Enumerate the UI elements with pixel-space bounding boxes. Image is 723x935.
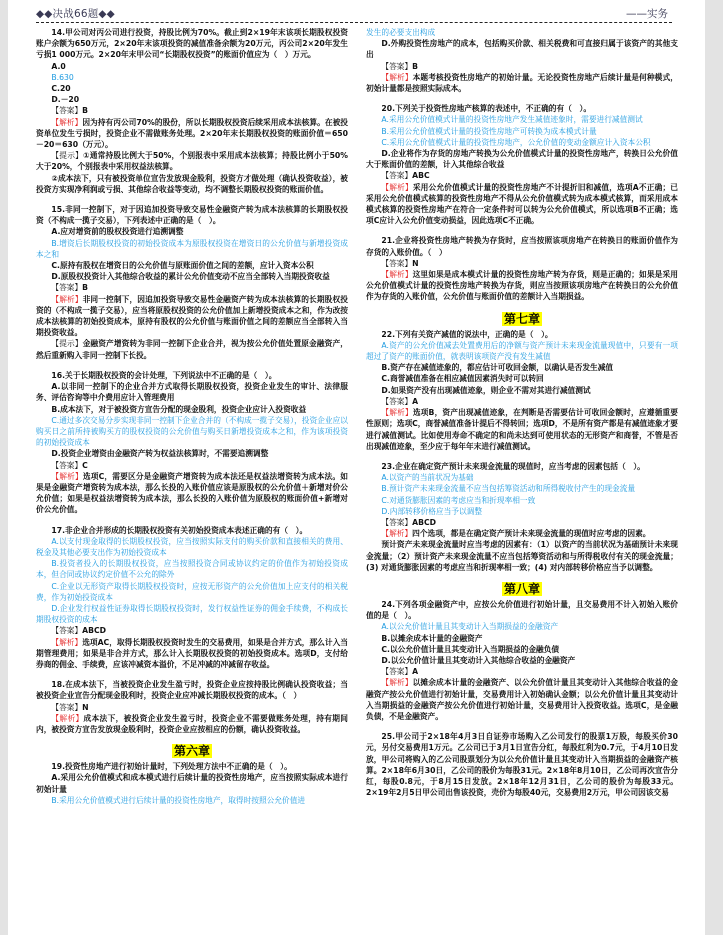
analysis-paragraph: [36, 294, 348, 339]
answer-line: [366, 258, 678, 269]
answer-value: A: [412, 396, 419, 406]
answer-value: B: [82, 106, 89, 116]
chapter-title: 第六章: [173, 744, 210, 759]
analysis-paragraph: [366, 182, 678, 227]
question-23: [366, 461, 678, 573]
question-24: [366, 599, 678, 722]
analysis-paragraph: [366, 269, 678, 303]
answer-tag: 【答案】: [381, 396, 413, 406]
question-stem: 19.投资性房地产进行初始计量时，下列处理方法中不正确的是（ ）。: [51, 762, 292, 772]
answer-value: N: [82, 702, 89, 712]
answer-value: C: [82, 460, 88, 470]
question-19: [36, 761, 348, 806]
hint-paragraph: [36, 338, 348, 360]
question-20: [366, 103, 678, 226]
question-stem: 17.非企业合并形成的长期股权投资有关初始投资成本表述正确的有（ ）。: [51, 525, 308, 535]
page-header: [36, 4, 672, 23]
analysis-paragraph: [36, 637, 348, 671]
question-stem: 24.下列各项金融资产中，应按公允价值进行初始计量，且交易费用不计入初始入账价值的是（ ）。: [366, 599, 678, 621]
analysis-tag: 【解析】: [51, 713, 84, 723]
analysis-tag: 【解析】: [51, 117, 83, 127]
chapter-heading-7: [366, 312, 678, 327]
option-c: C.商誉减值准备在相应减值因素消失时可以转回: [381, 374, 544, 384]
option-d: D.投资企业增资由金融资产转为权益法核算时，不需要追溯调整: [51, 449, 269, 459]
option-b-correct: B.增资后长期股权投资的初始投资成本为原股权投资在增资日的公允价值与新增投资成本之和: [36, 238, 348, 259]
analysis-paragraph: [366, 407, 678, 452]
question-15: [36, 204, 348, 361]
analysis-text: 本题考核投资性房地产的初始计量。无论投资性房地产后续计量是何种模式，初始计量都是按照实际成本。: [366, 72, 678, 94]
chapter-heading-6: [36, 744, 348, 759]
left-column: [36, 27, 348, 815]
answer-line: [366, 396, 678, 407]
question-16: [36, 370, 348, 516]
option-d: D.企业将作为存货的房地产转换为公允价值模式计量的投资性房地产，转换日公允价值大于账面价值的差额，计入其他综合收益: [366, 149, 678, 170]
answer-value: B: [82, 283, 89, 293]
option-d-correct: D.企业发行权益性证券取得长期股权投资时，发行权益性证券的佣金手续费，不构成长期股权投资的成本: [36, 603, 348, 625]
question-stem: 20.下列关于投资性房地产核算的表述中，不正确的有（ ）。: [381, 104, 592, 114]
option-a-correct: A.资产的公允价值减去处置费用后的净额与资产预计未来现金流量现值中，只要有一项超过了资产的账面价值，就表明该项资产没有发生减值: [366, 340, 678, 362]
header-subject: ——实务: [626, 8, 668, 20]
right-column: [366, 27, 678, 807]
chapter-title: 第七章: [503, 311, 540, 326]
analysis-text: 选项B，资产出现减值迹象，在判断是否需要估计可收回金额时，应遵循重要性原则；选项C，商誉减值准备计提后不得转回；选项D，不是所有资产都是有减值迹象才要进行减值测试。比如使用寿命不确定的和尚未达到可使用状态的无形资产和商誉，不管是否出现减值迹象，至少应于每年年末进行减值测试。: [366, 408, 678, 451]
option-a: A.应对增资前的股权投资进行追溯调整: [51, 227, 184, 237]
option-a-correct: A.以公允价值计量且其变动计入当期损益的金融资产: [381, 622, 559, 632]
hint-paragraph: [36, 150, 348, 172]
analysis-tag: 【解析】: [381, 678, 413, 688]
question-stem: 16.关于长期股权投资的会计处理，下列说法中不正确的是（ ）。: [51, 370, 277, 380]
analysis-tag: 【解析】: [381, 270, 413, 280]
analysis-paragraph: [36, 471, 348, 516]
option-d: D.如果资产没有出现减值迹象，则企业不需对其进行减值测试: [381, 385, 591, 395]
question-stem: 15.非同一控制下，对于因追加投资导致交易性金融资产转为成本法核算的长期股权投资（不构成一揽子交易），下列表述中正确的是（ ）。: [36, 205, 348, 226]
option-c: C.20: [51, 84, 71, 94]
question-22: [366, 329, 678, 452]
answer-tag: 【答案】: [51, 702, 83, 712]
question-14: [36, 27, 348, 195]
question-stem: 21.企业将投资性房地产转换为存货时，应当按照该项房地产在转换日的账面价值作为存货的入账价值。（ ）: [366, 236, 678, 257]
document-page: [8, 0, 705, 935]
header-series-title: ◆◆决战66题◆◆: [36, 8, 115, 20]
question-17: [36, 525, 348, 671]
answer-line: [36, 625, 348, 636]
option-a-correct: A.以资产的当前状况为基础: [381, 473, 474, 483]
analysis-tag: 【解析】: [381, 182, 413, 192]
answer-line: [366, 61, 678, 72]
hint-text: ①通常持股比例大于50%，个别报表中采用成本法核算；持股比例小于50%大于20%，个别报表中采用权益法核算。: [36, 151, 348, 172]
question-stem: 23.企业在确定资产预计未来现金流量的现值时，应当考虑的因素包括（ ）。: [381, 461, 645, 471]
analysis-tag: 【解析】: [51, 471, 83, 481]
answer-value: ABCD: [412, 517, 436, 527]
answer-line: [36, 105, 348, 116]
analysis-text: 选项AC，取得长期股权投资时发生的交易费用，如果是合并方式，那么计入当期管理费用；如果是非合并方式，那么计入长期股权投资的初始投资成本。选项D，支付给券商的佣金、手续费，应该冲减资本溢价，不足冲减的冲减留存收益。: [36, 637, 348, 669]
chapter-title: 第八章: [503, 581, 540, 596]
answer-value: ABCD: [82, 626, 106, 636]
option-a: A.0: [51, 61, 66, 71]
option-a-correct: A.采用公允价值模式计量的投资性房地产发生减值迹象时，需要进行减值测试: [381, 115, 643, 125]
option-c: C.以公允价值计量且其变动计入当期损益的金融负债: [381, 644, 560, 654]
question-stem: 14.甲公司对丙公司进行投资，持股比例为70%。截止到2×19年末该项长期股权投资账户余额为650万元，2×20年末该项投资的减值准备余额为20万元，丙公司2×20年发生亏损1 000万元。2×20年末甲公司“长期股权投资”的账面价值应为（ ）万元。: [36, 28, 348, 60]
option-b-correct: B.630: [51, 72, 74, 82]
question-stem: 22.下列有关资产减值的说法中，正确的是（ ）。: [381, 329, 553, 339]
option-c-correct: C.企业以无形资产取得长期股权投资时，应按无形资产的公允价值加上应支付的相关税费，作为初始投资成本: [36, 581, 348, 602]
analysis-tag: 【解析】: [51, 637, 83, 647]
answer-tag: 【答案】: [381, 517, 413, 527]
analysis-paragraph: [366, 677, 678, 722]
answer-tag: 【答案】: [51, 460, 83, 470]
answer-value: N: [412, 258, 419, 268]
answer-line: [36, 282, 348, 293]
option-d: D.外购投资性房地产的成本，包括购买价款、相关税费和可直接归属于该资产的其他支出: [366, 39, 678, 60]
option-b-correct: B.预计资产未来现金流量不应当包括筹资活动和所得税收付产生的现金流量: [381, 484, 636, 494]
answer-tag: 【答案】: [381, 258, 413, 268]
option-b-correct: B.采用公允价值模式进行后续计量的投资性房地产，取得时按照公允价值进: [51, 795, 306, 805]
analysis-text: 四个选项，都是在确定资产预计未来现金流量的现值时应考虑的因素。: [412, 529, 651, 539]
analysis-text: 成本法下，被投资企业发生盈亏时，投资企业不需要做账务处理，持有期间内，被投资方宣告发放现金股利时，投资企业应按相应的份额，确认投资收益。: [36, 713, 348, 734]
analysis-extra: 预计资产未来现金流量时应当考虑的因素有：（1）以资产的当前状况为基础预计未来现金流量；（2）预计资产未来现金流量不应当包括筹资活动和与所得税收付有关的现金流量；(3) 对通货膨胀因素的考虑应当和折现率相一致；(4) 对内部转移价格应当予以调整。: [366, 540, 678, 572]
answer-value: B: [412, 61, 419, 71]
option-c: C.原持有股权在增资日的公允价值与原账面价值之间的差额，应计入资本公积: [51, 261, 314, 271]
hint-paragraph-2: ②成本法下，只有被投资单位宣告发放现金股利，投资方才做处理（确认投资收益），被投资方实现净利润或亏损、其他综合收益等变动，均不调整长期股权投资的账面价值。: [36, 173, 348, 194]
answer-line: [36, 702, 348, 713]
option-d: D.原股权投资计入其他综合收益的累计公允价值变动不应当全部转入当期投资收益: [51, 272, 330, 282]
answer-tag: 【答案】: [381, 171, 413, 181]
analysis-text: 因为持有丙公司70%的股份，所以长期股权投资后续采用成本法核算。在被投资单位发生亏损时，投资企业不需做账务处理。2×20年末长期股权投资的账面价值＝650－20＝630（万元）。: [36, 117, 348, 150]
hint-text: 金融资产增资转为非同一控制下企业合并，视为按公允价值处置原金融资产，然后重新购入非同一控制下长投。: [36, 339, 348, 360]
analysis-paragraph: [366, 528, 678, 539]
question-stem: 18.在成本法下，当被投资企业发生盈亏时，投资企业应按持股比例确认投资收益；当被投资企业宣告分配现金股利时，投资企业应冲减长期股权投资的成本。（ ）: [36, 680, 348, 701]
option-a: A.采用公允价值模式和成本模式进行后续计量的投资性房地产，应当按照实际成本进行初始计量: [36, 773, 348, 794]
answer-line: [366, 666, 678, 677]
analysis-paragraph: [36, 117, 348, 151]
option-d: D.－20: [51, 95, 80, 105]
answer-tag: 【答案】: [381, 667, 413, 677]
analysis-text: 采用公允价值模式计量的投资性房地产不计提折旧和减值，选项A不正确；已采用公允价值模式核算的投资性房地产不得从公允价值模式转为成本模式核算，而采用成本模式核算的投资性房地产在符合一定条件时可以转为公允价值模式，所以选项B不正确；选项C应计入公允价值变动损益，因此选项C不正确。: [366, 182, 678, 226]
question-21: [366, 235, 678, 302]
option-b-continued: 发生的必要支出构成: [366, 28, 436, 37]
analysis-tag: 【解析】: [381, 408, 413, 418]
hint-tag: 【提示】: [51, 339, 83, 349]
option-d-correct: D.内部转移价格应当予以调整: [381, 506, 483, 516]
question-stem: 25.甲公司于2×18年4月3日自证券市场购入乙公司发行的股票1万股，每股买价30元，另付交易费用1万元。乙公司已于3月1日宣告分红，每股红利为0.7元，于4月10日发放，甲公司将购入的乙公司股票划分为以公允价值计量且其变动计入当期损益的金融资产核算。2×18年6月30日，乙公司的股价为每股31元。2×18年8月10日，乙公司再次宣告分红，每股0.8元，于8月15日发放。2×18年12月31日，乙公司的股价为每股33元。2×19年2月5日甲公司出售该投资，売价为每股40元，交易费用2万元，甲公司因该交易: [366, 732, 678, 798]
option-c-correct: C.通过多次交易分步实现非同一控制下企业合并的（不构成一揽子交易），投资企业应以购买日之前所持被购买方的股权投资的公允价值与购买日新增投资成本之和，作为该项投资的初始投资成本: [36, 415, 348, 448]
analysis-paragraph: [36, 713, 348, 735]
option-b: B.资产存在减值迹象的，都应估计可收回金额，以确认是否发生减值: [381, 363, 614, 373]
analysis-tag: 【解析】: [381, 529, 413, 539]
answer-line: [366, 170, 678, 181]
option-b: B.成本法下，对于被投资方宣告分配的现金股利，投资企业应计入投资收益: [51, 404, 307, 414]
question-18: [36, 679, 348, 735]
option-a-correct: A.以支付现金取得的长期股权投资，应当按照实际支付的购买价款和直接相关的费用、税金及其他必要支出作为初始投资成本: [36, 536, 348, 557]
answer-value: ABC: [412, 171, 430, 181]
answer-value: A: [412, 667, 419, 677]
option-d: D.以公允价值计量且其变动计入其他综合收益的金融资产: [381, 655, 576, 665]
hint-tag: 【提示】: [51, 151, 83, 161]
analysis-tag: 【解析】: [381, 72, 413, 82]
analysis-text: 非同一控制下，因追加投资导致交易性金融资产转为成本法核算的长期股权投资的（不构成一揽子交易），应当将原股权投资的公允价值加上新增投资成本之和，作为改按成本法核算的初始投资成本，原持有股权的公允价值与账面价值之间的差额应当全部转入当期投资收益。: [36, 294, 348, 338]
option-b-correct: B.采用公允价值模式计量的投资性房地产可转换为成本模式计量: [381, 126, 597, 136]
option-c-correct: C.对通货膨胀因素的考虑应当和折现率相一致: [381, 495, 536, 505]
option-a: A.以非同一控制下的企业合并方式取得长期股权投资，投资企业发生的审计、法律服务、评估咨询等中介费用应计入管理费用: [36, 382, 348, 403]
analysis-text: 以摊余成本计量的金融资产、以公允价值计量且其变动计入其他综合收益的金融资产按公允价值进行初始计量，交易费用计入初始确认金额；以公允价值计量且其变动计入当期损益的金融资产按公允价值进行初始计量，交易费用计入投资收益。选项C，是金融负债，不是金融资产。: [366, 678, 678, 721]
analysis-text: 这里如果是成本模式计量的投资性房地产转为存货，则是正确的；如果是采用公允价值模式计量的投资性房地产转换为存货，则应当按照该项房地产在转换日的公允价值作为存货的入账价值，公允价值与账面价值的差额计入当期损益。: [366, 270, 678, 302]
chapter-heading-8: [366, 582, 678, 597]
analysis-tag: 【解析】: [51, 294, 83, 304]
answer-line: [366, 517, 678, 528]
question-19-continued: [366, 27, 678, 94]
answer-tag: 【答案】: [51, 283, 83, 293]
option-c-correct: C.采用公允价值模式计量的投资性房地产，公允价值的变动金额应计入资本公积: [381, 137, 651, 147]
answer-line: [36, 460, 348, 471]
option-b-correct: B.投资者投入的长期股权投资，应当按照投资合同或协议约定的价值作为初始投资成本，但合同或协议约定价值不公允的除外: [36, 559, 348, 580]
answer-tag: 【答案】: [51, 106, 83, 116]
answer-tag: 【答案】: [51, 626, 83, 636]
analysis-text: 选项C，需要区分是金融资产增资转为成本法还是权益法增资转为成本法。如果是金融资产增资转为成本法，那么长投的入账价值应该是原股权的公允价值＋新增对价公允价值；如果是权益法增资转为成本法，那么长投的入账价值为原股权的账面价值+新增对价公允价值。: [36, 471, 348, 515]
analysis-paragraph: [366, 72, 678, 94]
answer-tag: 【答案】: [381, 61, 413, 71]
question-25: [366, 731, 678, 798]
option-b: B.以摊余成本计量的金融资产: [381, 633, 483, 643]
